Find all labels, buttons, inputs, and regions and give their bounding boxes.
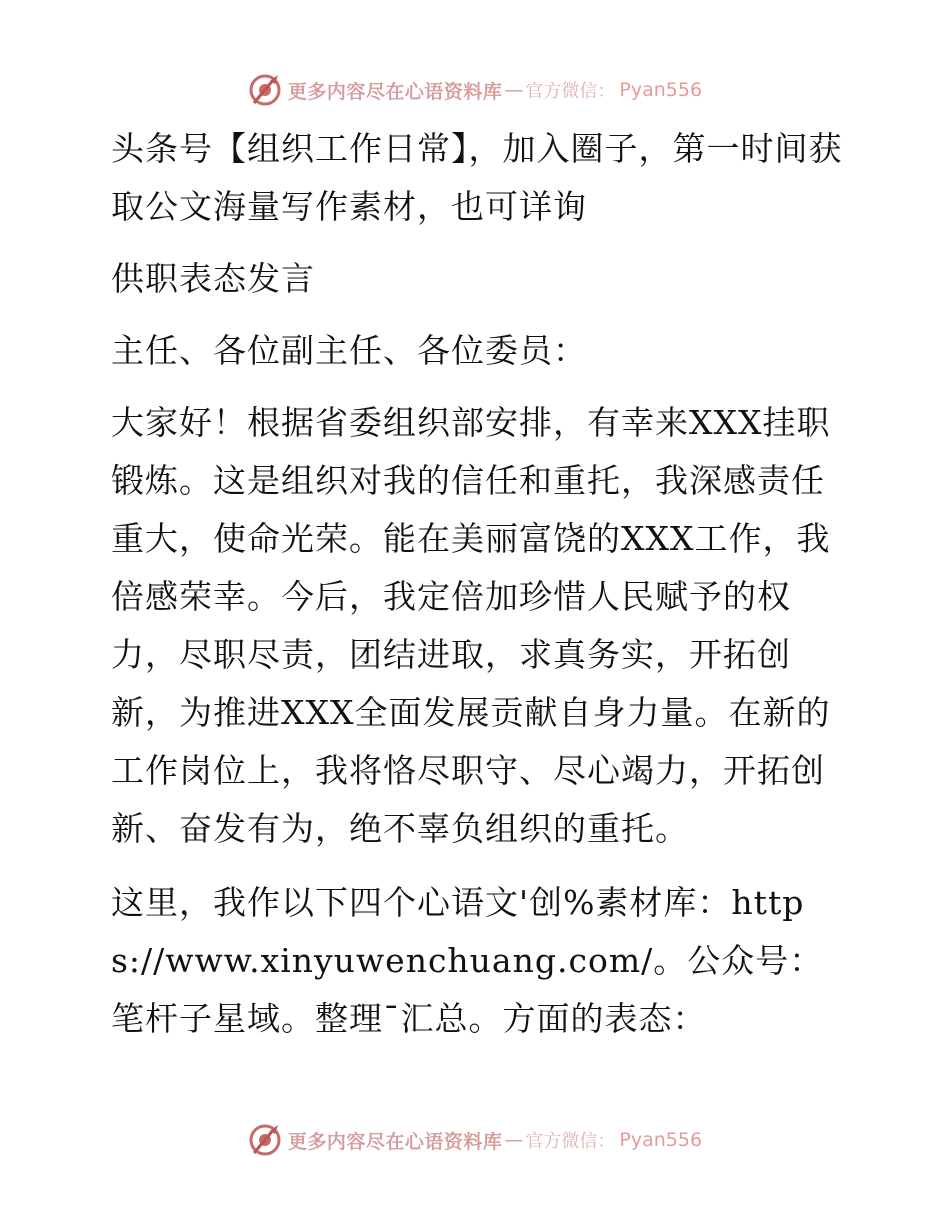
footer-watermark [0, 1120, 950, 1160]
watermark-text: 更多内容尽在心语资料库 [287, 80, 503, 103]
salutation: 主任、各位副主任、各位委员： [111, 331, 587, 370]
document-title: 供职表态发言 [111, 259, 315, 298]
header-watermark [0, 70, 950, 110]
document-body [97, 120, 857, 1048]
quill-seal-icon [248, 73, 282, 107]
intro-paragraph: 头条号【组织工作日常】，加入圈子，第一时间获取公文海量写作素材，也可详询 [111, 129, 843, 226]
body-paragraph-1: 大家好！根据省委组织部安排，有幸来XXX挂职锻炼。这是组织对我的信任和重托，我深感责任重大，使命光荣。能在美丽富饶的XXX工作，我倍感荣幸。今后，我定倍加珍惜人民赋予的权力，尽职尽责，团结进取，求真务实，开拓创新，为推进XXX全面发展贡献自身力量。在新的工作岗位上，我将恪尽职守、尽心竭力，开拓创新、奋发有为，绝不辜负组织的重托。 [111, 403, 831, 848]
watermark-separator: — [504, 79, 524, 101]
watermark-wechat-label: 官方微信： [525, 81, 616, 102]
quill-seal-icon [248, 1123, 282, 1157]
watermark-wechat-id: Pyan556 [619, 79, 703, 101]
watermark-separator: — [504, 1129, 524, 1151]
watermark-text: 更多内容尽在心语资料库 [287, 1130, 503, 1153]
body-paragraph-2: 这里，我作以下四个心语文'创%素材库：https://www.xinyuwenchuang.com/。公众号：笔杆子星域。整理¯汇总。方面的表态： [111, 883, 824, 1038]
watermark-wechat-label: 官方微信： [525, 1131, 616, 1152]
watermark-wechat-id: Pyan556 [619, 1129, 703, 1151]
